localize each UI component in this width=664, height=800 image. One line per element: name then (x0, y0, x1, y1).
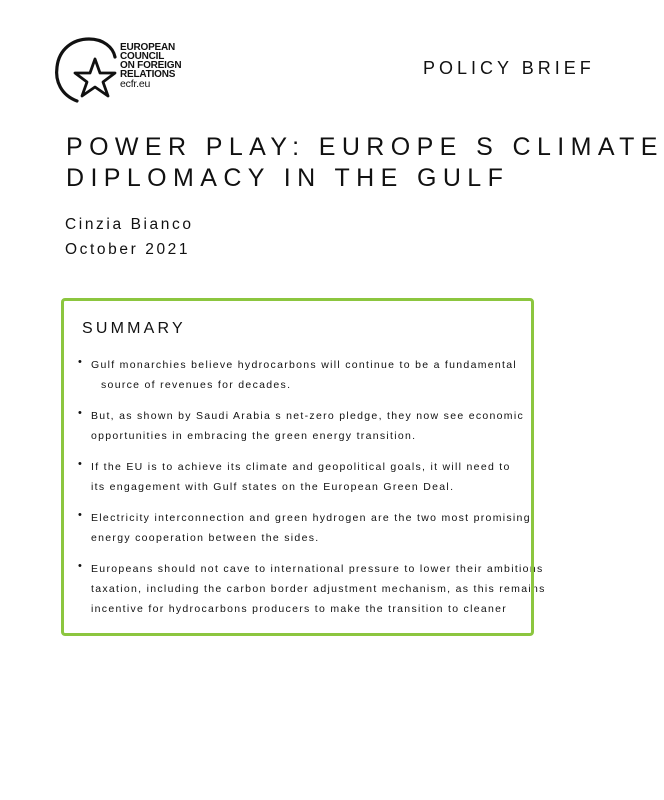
list-item (78, 406, 546, 446)
list-item (78, 559, 546, 619)
page-title (66, 132, 664, 194)
list-item (78, 508, 546, 548)
logo-line: COUNCIL (120, 51, 165, 62)
list-item (78, 355, 546, 395)
bullet-line: its engagement with Gulf states on the European Green Deal. (91, 481, 455, 493)
bullet-line: source of revenues for decades. (101, 379, 292, 391)
bullet-icon: • (78, 509, 84, 521)
list-item (78, 457, 546, 497)
publication-date: October 2021 (65, 241, 191, 258)
logo-wordmark (120, 43, 181, 90)
bullet-icon: • (78, 560, 84, 572)
bullet-line: energy cooperation between the sides. (91, 532, 320, 544)
title-line-1: POWER PLAY: EUROPE S CLIMATE (66, 133, 664, 161)
bullet-line: But, as shown by Saudi Arabia s net-zero pledge, they now see economic (91, 410, 525, 422)
star-circle-icon (55, 35, 117, 105)
bullet-icon: • (78, 458, 84, 470)
author-name: Cinzia Bianco (65, 216, 194, 233)
document-type: POLICY BRIEF (423, 58, 595, 78)
logo-url: ecfr.eu (120, 78, 151, 90)
bullet-icon: • (78, 356, 84, 368)
bullet-line: opportunities in embracing the green energy transition. (91, 430, 417, 442)
bullet-line: If the EU is to achieve its climate and geopolitical goals, it will need to (91, 461, 511, 473)
summary-heading: SUMMARY (82, 320, 186, 337)
bullet-line: Electricity interconnection and green hydrogen are the two most promising (91, 512, 531, 524)
bullet-icon: • (78, 407, 84, 419)
bullet-line: taxation, including the carbon border adjustment mechanism, as this remains (91, 583, 546, 595)
bullet-line: Europeans should not cave to international pressure to lower their ambitions (91, 563, 544, 575)
ecfr-logo (55, 35, 195, 105)
bullet-line: incentive for hydrocarbons producers to make the transition to cleaner (91, 603, 508, 615)
logo-line: ON FOREIGN (120, 60, 182, 71)
logo-line: EUROPEAN (120, 42, 176, 53)
logo-line: RELATIONS (120, 69, 176, 80)
bullet-line: Gulf monarchies believe hydrocarbons will continue to be a fundamental (91, 359, 518, 371)
title-line-2: DIPLOMACY IN THE GULF (66, 164, 510, 192)
summary-list (78, 355, 546, 630)
